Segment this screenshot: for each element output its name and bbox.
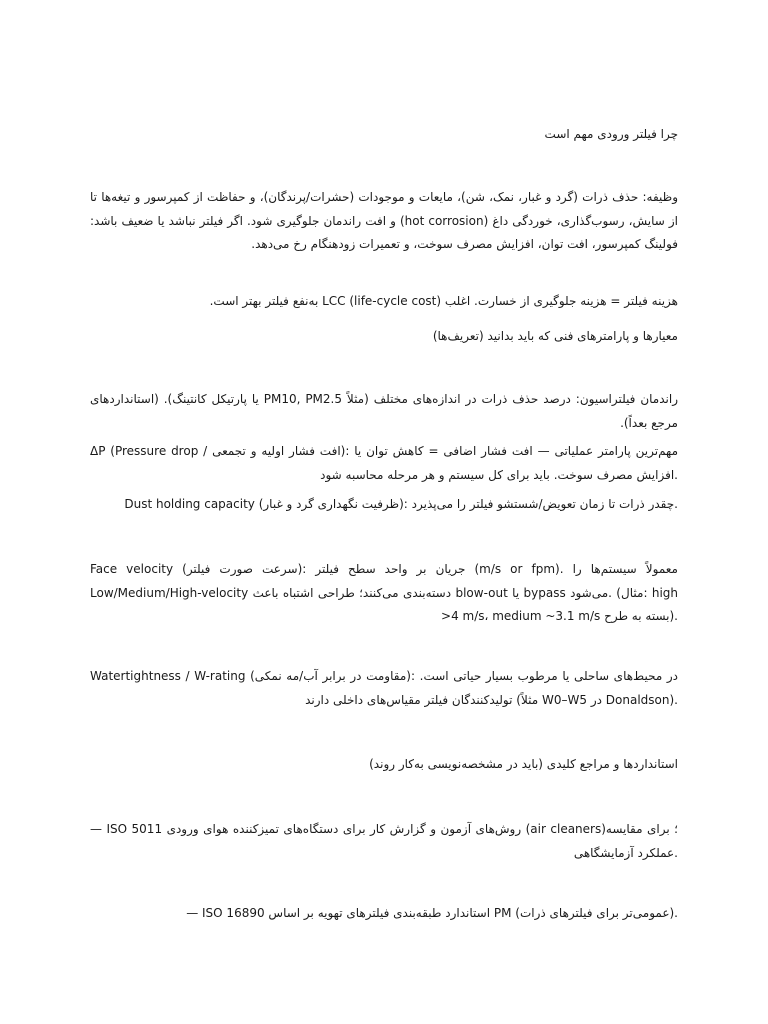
pressure-drop-paragraph: ΔP (Pressure drop / افت فشار اولیه و تجمعی): مهم‌ترین پارامتر عملیاتی — افت فشار اضافی = کاهش توان یا افزایش مصرف سوخت. باید برای کل سیستم و هر مرحله محاسبه شود. xyxy=(90,444,679,482)
efficiency-paragraph: راندمان فیلتراسیون: درصد حذف ذرات در اندازه‌های مختلف (مثلاً PM10, PM2.5 یا پارتیکل کانتینگ). (استانداردهای مرجع بعداً). xyxy=(90,392,678,430)
criteria-heading: معیارها و پارامترهای فنی که باید بدانید (تعریف‌ها) xyxy=(432,329,678,343)
section-title: چرا فیلتر ورودی مهم است xyxy=(544,127,678,141)
watertightness-paragraph: Watertightness / W-rating (مقاومت در برابر آب/مه نمکی): در محیط‌های ساحلی یا مرطوب بسیار حیاتی است. تولیدکنندگان فیلتر مقیاس‌های داخلی دارند (مثلاً W0–W5 در Donaldson). xyxy=(90,669,678,707)
face-velocity-paragraph: Face velocity (سرعت صورت فیلتر): جریان بر واحد سطح فیلتر (m/s or fpm). معمولاً سیستم‌ها را Low/Medium/High-velocity دسته‌بندی می‌کنند؛ طراحی اشتباه باعث blow-out یا bypass می‌شود. (مثال: high >4 m/s، medium ~3.1 m/s بسته به طرح). xyxy=(90,562,679,623)
standards-heading: استانداردها و مراجع کلیدی (باید در مشخصه‌نویسی به‌کار روند) xyxy=(369,757,678,771)
cost-paragraph: هزینه فیلتر = هزینه جلوگیری از خسارت. اغلب LCC (life-cycle cost) به‌نفع فیلتر بهتر است. xyxy=(209,294,678,308)
dust-holding-paragraph: Dust holding capacity (ظرفیت نگهداری گرد و غبار): چقدر ذرات تا زمان تعویض/شستشو فیلتر را می‌پذیرد. xyxy=(124,497,678,511)
function-paragraph: وظیفه: حذف ذرات (گرد و غبار، نمک، شن)، مایعات و موجودات (حشرات/پرندگان)، و حفاظت از کمپرسور و تیغه‌ها تا از سایش، رسوب‌گذاری، خوردگی داغ (hot corrosion) و افت راندمان جلوگیری شود. اگر فیلتر نباشد یا ضعیف باشد: فولینگ کمپرسور، افت توان، افزایش مصرف سوخت، و تعمیرات زودهنگام رخ می‌دهد. xyxy=(90,190,678,251)
iso16890-paragraph: — ISO 16890 استاندارد طبقه‌بندی فیلترهای تهویه بر اساس PM (عمومی‌تر برای فیلترهای ذرات). xyxy=(186,906,678,920)
iso5011-paragraph: — ISO 5011 روش‌های آزمون و گزارش کار برای دستگاه‌های تمیزکننده هوای ورودی (air cleaners)؛ برای مقایسه عملکرد آزمایشگاهی. xyxy=(90,822,678,860)
